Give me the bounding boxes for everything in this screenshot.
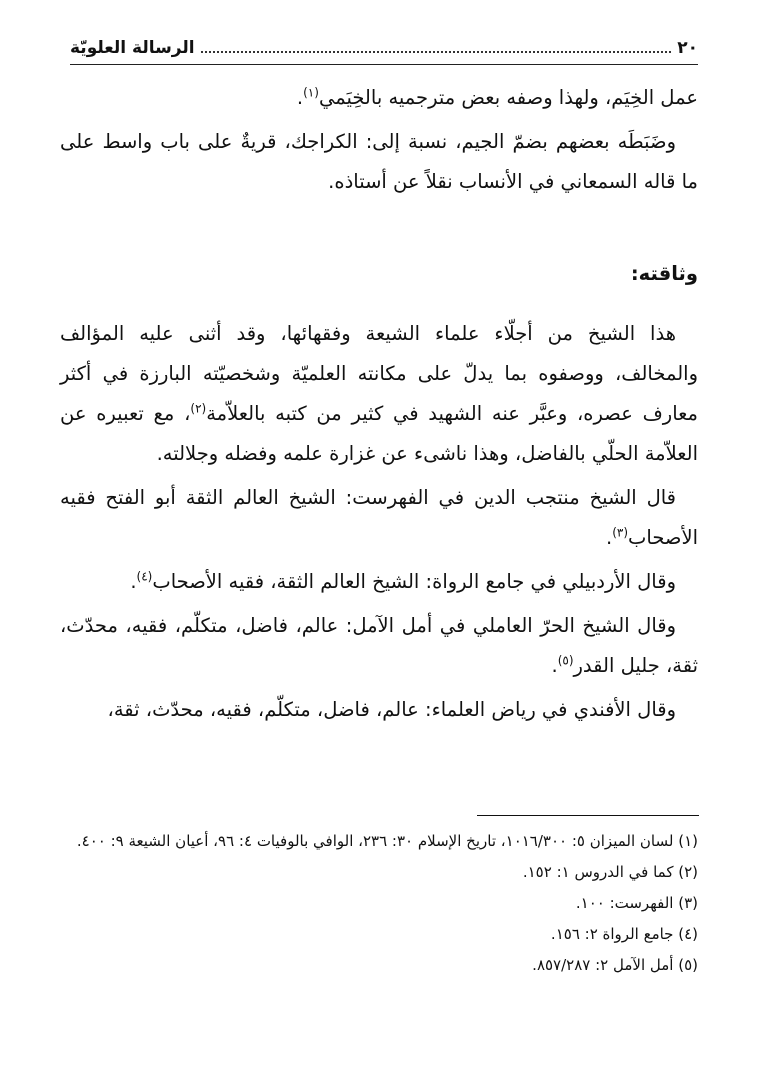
paragraph: وقال الأردبيلي في جامع الرواة: الشيخ العالم الثقة، فقيه الأصحاب$^{(٤)}$. [130,569,676,593]
paragraph: وضَبَطَه بعضهم بضمّ الجيم، نسبة إلى: الكراجك، قريةٌ على باب واسط على ما قاله السمعاني في الأنساب نقلاً عن أستاذه. [60,130,698,193]
section-heading: وثاقته: [630,262,698,285]
paragraph: وقال الشيخ الحرّ العاملي في أمل الآمل: عالم، فاضل، متكلّم، فقيه، محدّث، ثقة، جليل القدر$^{(٥)}$. [60,614,698,677]
footnote-ref: (٣) [612,525,629,540]
footnote-ref: (٤) [136,569,153,584]
footnote: (٣) الفهرست: ١٠٠. [575,894,698,912]
paragraph: عمل الخِيَم، ولهذا وصفه بعض مترجميه بالخِيَمي$^{(١)}$. [296,85,698,109]
footnote: (٤) جامع الرواة ٢: ١٥٦. [550,925,698,943]
paragraph: وقال الأفندي في رياض العلماء: عالم، فاضل، متكلّم، فقيه، محدّث، ثقة، [107,698,676,721]
footnote-divider [477,815,699,816]
footnotes [62,826,698,981]
page-number: ٢٠ [677,38,698,58]
footnote-ref: (٢) [190,401,207,416]
footnote: (١) لسان الميزان ٥: ١٠١٦/٣٠٠، تاريخ الإسلام ٣٠: ٢٣٦، الوافي بالوفيات ٤: ٩٦، أعيان الشيعة ٩: ٤٠٠. [76,832,698,850]
paragraph: قال الشيخ منتجب الدين في الفهرست: الشيخ العالم الثقة أبو الفتح فقيه الأصحاب$^{(٣)}$. [60,486,698,549]
running-header [70,30,698,65]
main-text [60,78,698,730]
footnote-ref: (١) [303,85,319,100]
footnote: (٥) أمل الآمل ٢: ٨٥٧/٢٨٧. [532,956,698,974]
header-dotted-leader [201,50,672,53]
paragraph: هذا الشيخ من أجلّاء علماء الشيعة وفقهائها، وقد أثنى عليه المؤالف والمخالف، ووصفوه بما يدلّ على مكانته العلميّة وشخصيّته البارزة في أكثر معارف عصره، وعبَّر عنه الشهيد في كثير من كتبه بالعلاّمة$^{(٢)}$، مع تعبيره عن العلاّمة الحلّي بالفاضل، وهذا ناشىء عن غزارة علمه وفضله وجلالته. [60,322,698,465]
running-title: الرسالة العلويّة [70,38,195,58]
footnote: (٢) كما في الدروس ١: ١٥٢. [522,863,698,881]
footnote-ref: (٥) [557,653,574,668]
